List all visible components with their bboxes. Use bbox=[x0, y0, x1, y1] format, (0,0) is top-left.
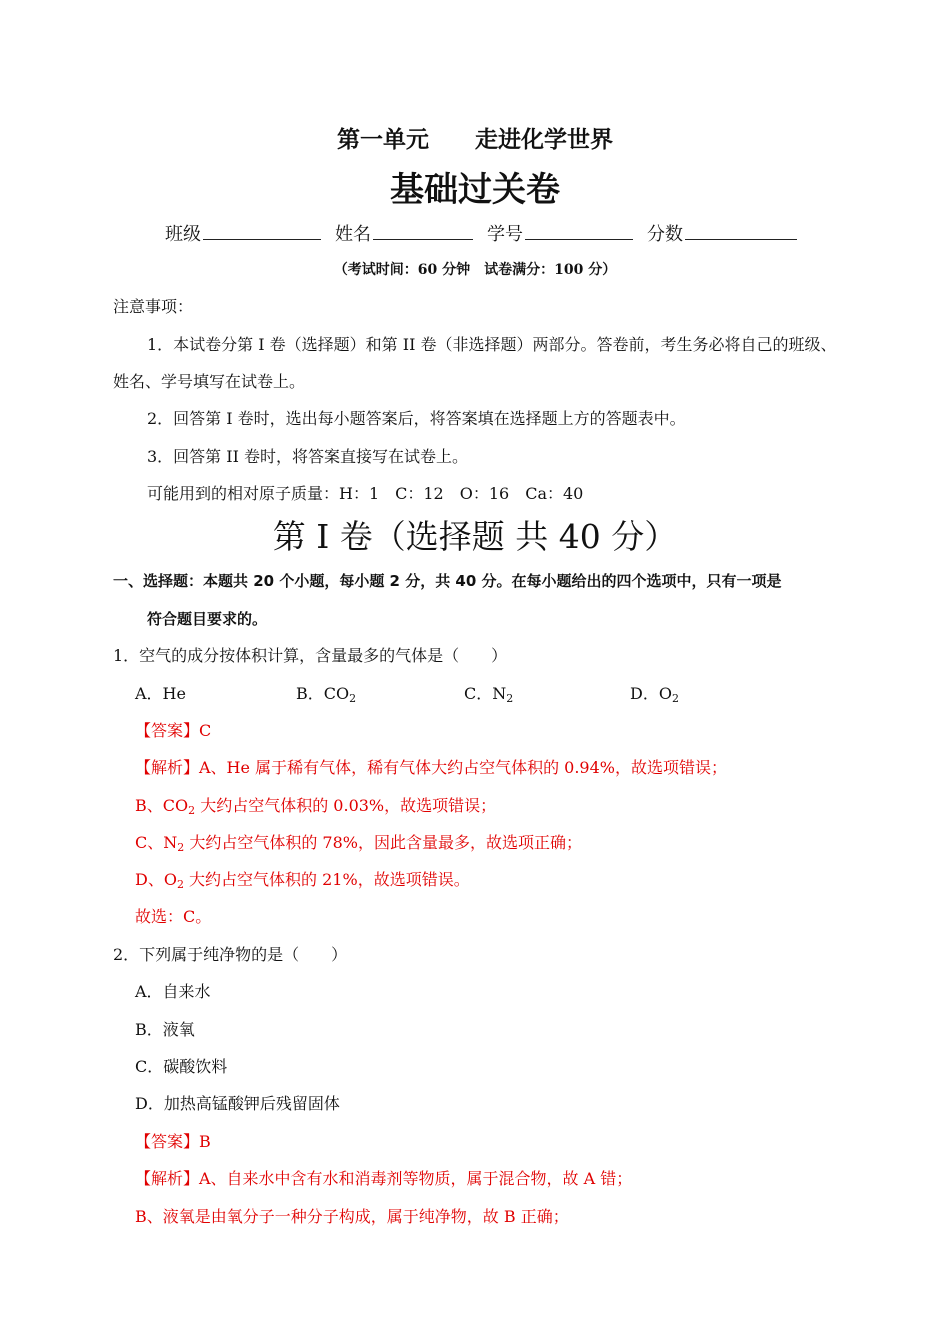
section-title: 第 I 卷（选择题 共 40 分） bbox=[272, 517, 678, 556]
q1-explanation-2: B、$CO_2$ 大约占空气体积的 0.03%，故选项错误； bbox=[135, 796, 497, 817]
field-class-label: 班级 bbox=[165, 224, 201, 245]
unit-title: 第一单元 走进化学世界 bbox=[337, 127, 613, 153]
field-score-label: 分数 bbox=[647, 224, 683, 245]
q2-option-c[interactable]: C．碳酸饮料 bbox=[135, 1057, 228, 1076]
q1-option-d[interactable]: D．$O_2$ bbox=[630, 684, 679, 705]
field-name-blank[interactable] bbox=[373, 222, 473, 240]
field-class-blank[interactable] bbox=[203, 222, 321, 240]
note-item-3: 3．回答第 II 卷时，将答案直接写在试卷上。 bbox=[147, 447, 468, 466]
field-id-blank[interactable] bbox=[525, 222, 633, 240]
q1-explanation-1: 【解析】A、He 属于稀有气体，稀有气体大约占空气体积的 0.94%，故选项错误； bbox=[135, 758, 727, 777]
field-name-label: 姓名 bbox=[335, 224, 371, 245]
note-item-2: 2．回答第 I 卷时，选出每小题答案后，将答案填在选择题上方的答题表中。 bbox=[147, 409, 686, 428]
q2-option-a[interactable]: A．自来水 bbox=[135, 982, 211, 1001]
q2-option-d[interactable]: D．加热高锰酸钾后残留固体 bbox=[135, 1094, 340, 1113]
paper-title: 基础过关卷 bbox=[390, 170, 560, 210]
note-item-1b: 姓名、学号填写在试卷上。 bbox=[113, 372, 306, 391]
q1-stem: 1．空气的成分按体积计算，含量最多的气体是（ ） bbox=[113, 646, 508, 665]
q2-answer: 【答案】B bbox=[135, 1132, 211, 1151]
q1-answer: 【答案】C bbox=[135, 721, 212, 740]
section-instruction-b: 符合题目要求的。 bbox=[147, 610, 268, 628]
note-item-1a: 1．本试卷分第 I 卷（选择题）和第 II 卷（非选择题）两部分。答卷前，考生务必将自己的班级、 bbox=[147, 335, 837, 354]
student-info-fields bbox=[165, 222, 811, 246]
q2-stem: 2．下列属于纯净物的是（ ） bbox=[113, 945, 348, 964]
notes-heading: 注意事项： bbox=[113, 297, 194, 316]
section-instruction-a: 一、选择题：本题共 20 个小题，每小题 2 分，共 40 分。在每小题给出的四个选项中，只有一项是 bbox=[113, 572, 782, 590]
q1-option-a[interactable]: A．He bbox=[135, 684, 186, 703]
q1-option-b[interactable]: B．$CO_2$ bbox=[296, 684, 357, 705]
field-score-blank[interactable] bbox=[685, 222, 797, 240]
exam-info: （考试时间：60 分钟 试卷满分：100 分） bbox=[333, 262, 617, 278]
q1-options bbox=[135, 684, 835, 704]
field-id-label: 学号 bbox=[487, 224, 523, 245]
q1-option-c[interactable]: C．$N_2$ bbox=[464, 684, 514, 705]
q2-explanation-2: B、液氧是由氧分子一种分子构成，属于纯净物，故 B 正确； bbox=[135, 1207, 569, 1226]
q1-explanation-3: C、$N_2$ 大约占空气体积的 78%，因此含量最多，故选项正确； bbox=[135, 833, 582, 854]
q1-explanation-5: 故选：C。 bbox=[135, 907, 212, 926]
q2-option-b[interactable]: B．液氧 bbox=[135, 1020, 195, 1039]
q1-explanation-4: D、$O_2$ 大约占空气体积的 21%，故选项错误。 bbox=[135, 870, 470, 891]
q2-explanation-1: 【解析】A、自来水中含有水和消毒剂等物质，属于混合物，故 A 错； bbox=[135, 1169, 633, 1188]
atomic-mass-note: 可能用到的相对原子质量：H：1 C：12 O：16 Ca：40 bbox=[147, 484, 584, 503]
